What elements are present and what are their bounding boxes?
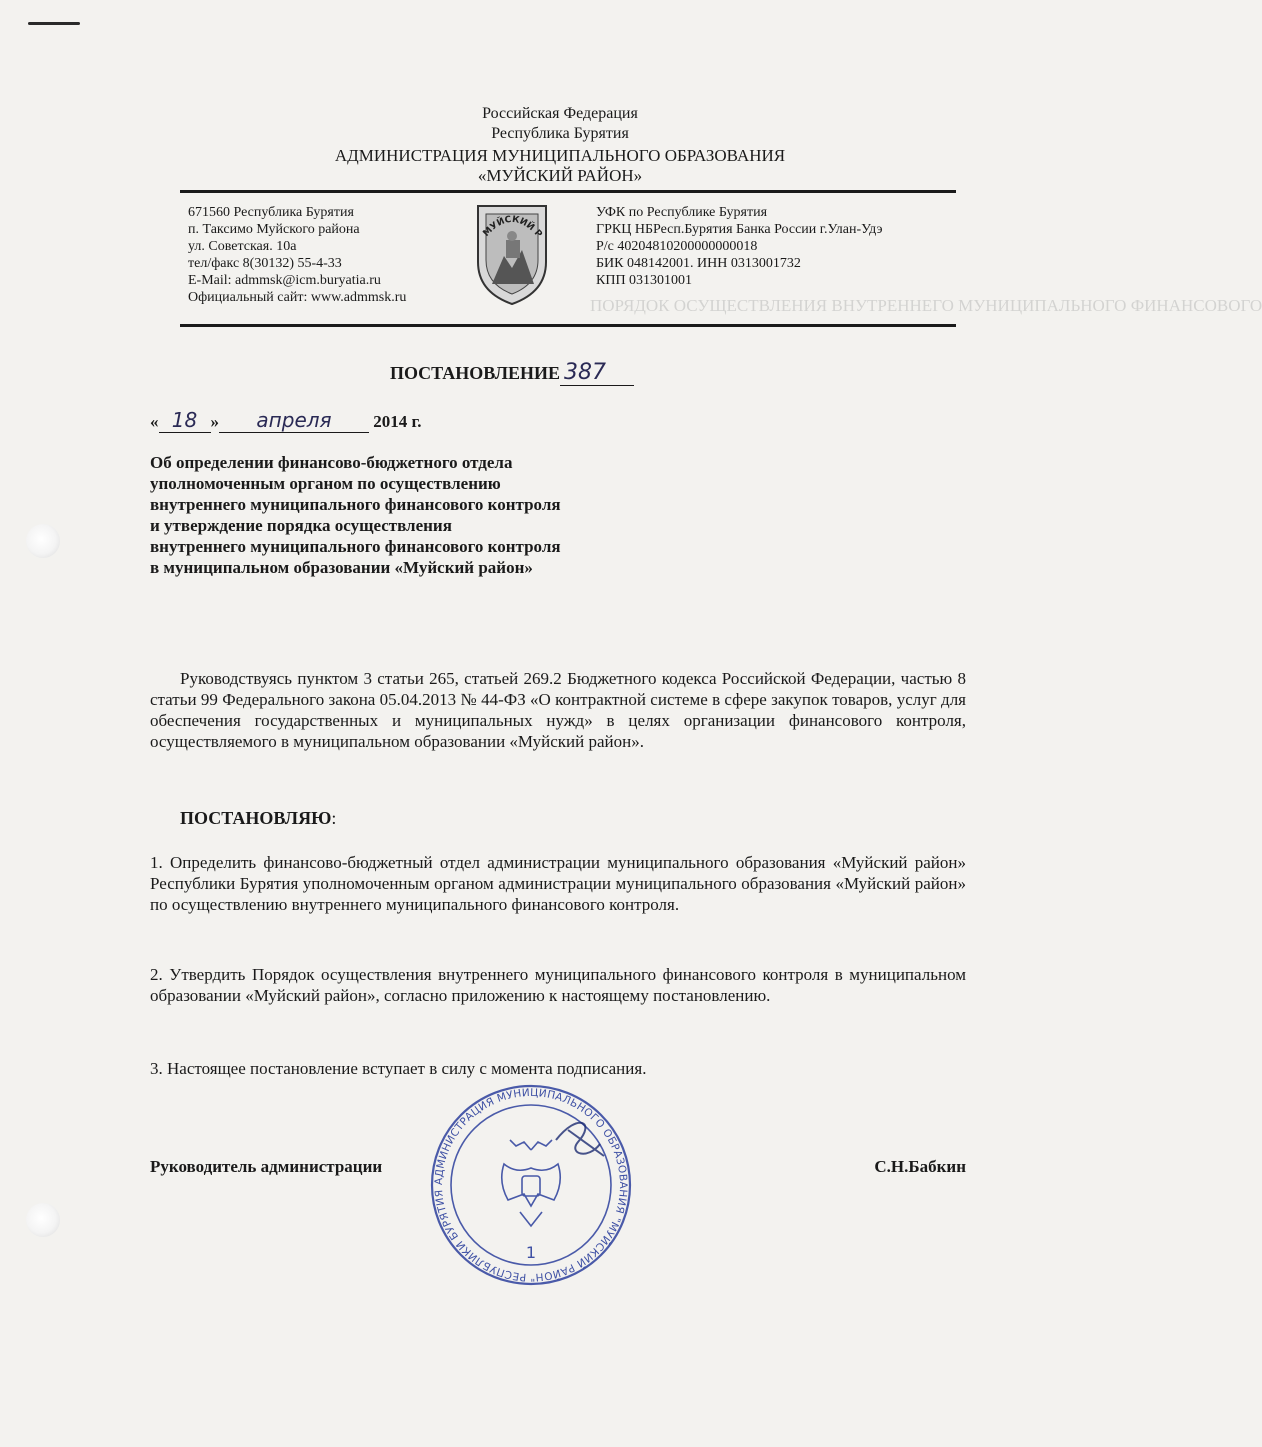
subject-heading [150,452,561,578]
bank-treasury: УФК по Республике Бурятия [596,205,768,220]
svg-text:1: 1 [525,1243,537,1262]
document-date: « 18 » апреля 2014 г. [150,408,422,432]
subject-line: внутреннего муниципального финансового контроля [150,495,561,514]
contacts-left [188,204,406,306]
contacts-right [596,204,883,289]
contact-email: E-Mail: admmsk@icm.buryatia.ru [188,273,381,288]
contact-phone: тел/факс 8(30132) 55-4-33 [188,256,342,271]
preamble-paragraph: Руководствуясь пунктом 3 статьи 265, статьей 269.2 Бюджетного кодекса Российской Федерации, частью 8 статьи 99 Федерального закона 05.04.2013 № 44-ФЗ «О контрактной системе в сфере закупок товаров, услуг для обеспечения государственных и муниципальных нужд» в целях организации финансового контроля, осуществляемого в муниципальном образовании «Муйский район». [150,669,966,751]
decree-heading: ПОСТАНОВЛЯЮ: [180,808,337,828]
contact-street: ул. Советская. 10а [188,239,297,254]
header-rule-top [180,190,956,193]
bleed-through: ПОРЯДОК ОСУЩЕСТВЛЕНИЯ ВНУТРЕННЕГО МУНИЦИПАЛЬНОГО ФИНАНСОВОГО [590,296,1262,315]
svg-text:МУЙСКИЙ РАЙОН: МУЙСКИЙ Р [481,214,544,240]
item-1-paragraph: 1. Определить финансово-бюджетный отдел администрации муниципального образования «Муйский район» Республики Бурятия уполномоченным органом администрации муниципального образования «Муйский район» по осуществлению внутреннего муниципального финансового контроля. [150,853,966,914]
contact-website: Официальный сайт: www.admmsk.ru [188,290,407,305]
letterhead-country: Российская Федерация [482,105,638,122]
signatory-position: Руководитель администрации [150,1157,383,1176]
subject-line: и утверждение порядка осуществления [150,516,452,535]
svg-text:АДМИНИСТРАЦИЯ МУНИЦИПАЛЬНОГО О: АДМИНИСТРАЦИЯ МУНИЦИПАЛЬНОГО ОБРАЗОВАНИЯ "МУЙСКИЙ РАЙОН" РЕСПУБЛИКИ БУРЯТИЯ [432,1086,630,1284]
staple-mark [28,22,80,25]
item-3-paragraph: 3. Настоящее постановление вступает в силу с момента подписания. [150,1059,647,1078]
date-month: апреля [219,408,369,433]
bank-name: ГРКЦ НБРесп.Бурятия Банка России г.Улан-Удэ [596,222,883,237]
header-rule-bottom [180,324,956,327]
subject-line: Об определении финансово-бюджетного отдела [150,453,513,472]
subject-line: в муниципальном образовании «Муйский район» [150,558,533,577]
document-title [0,360,1024,386]
letterhead-district: «МУЙСКИЙ РАЙОН» [477,166,643,185]
date-day: 18 [159,408,211,433]
subject-line: уполномоченным органом по осуществлению [150,474,501,493]
district-emblem [470,200,554,308]
bank-bik-inn: БИК 048142001. ИНН 0313001732 [596,256,801,271]
official-seal [428,1082,634,1288]
item-2-paragraph: 2. Утвердить Порядок осуществления внутреннего муниципального финансового контроля в муниципальном образовании «Муйский район», согласно приложению к настоящему постановлению. [150,965,966,1005]
title-text: ПОСТАНОВЛЕНИЕ [389,363,561,383]
punch-hole-bottom [26,1203,60,1237]
bank-account: Р/с 40204810200000000018 [596,239,758,254]
document-number: 387 [560,360,634,386]
signatory-name: С.Н.Бабкин [874,1157,966,1176]
letterhead-republic: Республика Бурятия [491,125,629,142]
contact-address: 671560 Республика Бурятия [188,205,354,220]
letterhead-administration: АДМИНИСТРАЦИЯ МУНИЦИПАЛЬНОГО ОБРАЗОВАНИЯ [334,146,786,165]
subject-line: внутреннего муниципального финансового контроля [150,537,561,556]
punch-hole-top [26,524,60,558]
contact-settlement: п. Таксимо Муйского района [188,222,360,237]
date-year: 2014 г. [373,412,422,431]
bank-kpp: КПП 031301001 [596,273,693,288]
